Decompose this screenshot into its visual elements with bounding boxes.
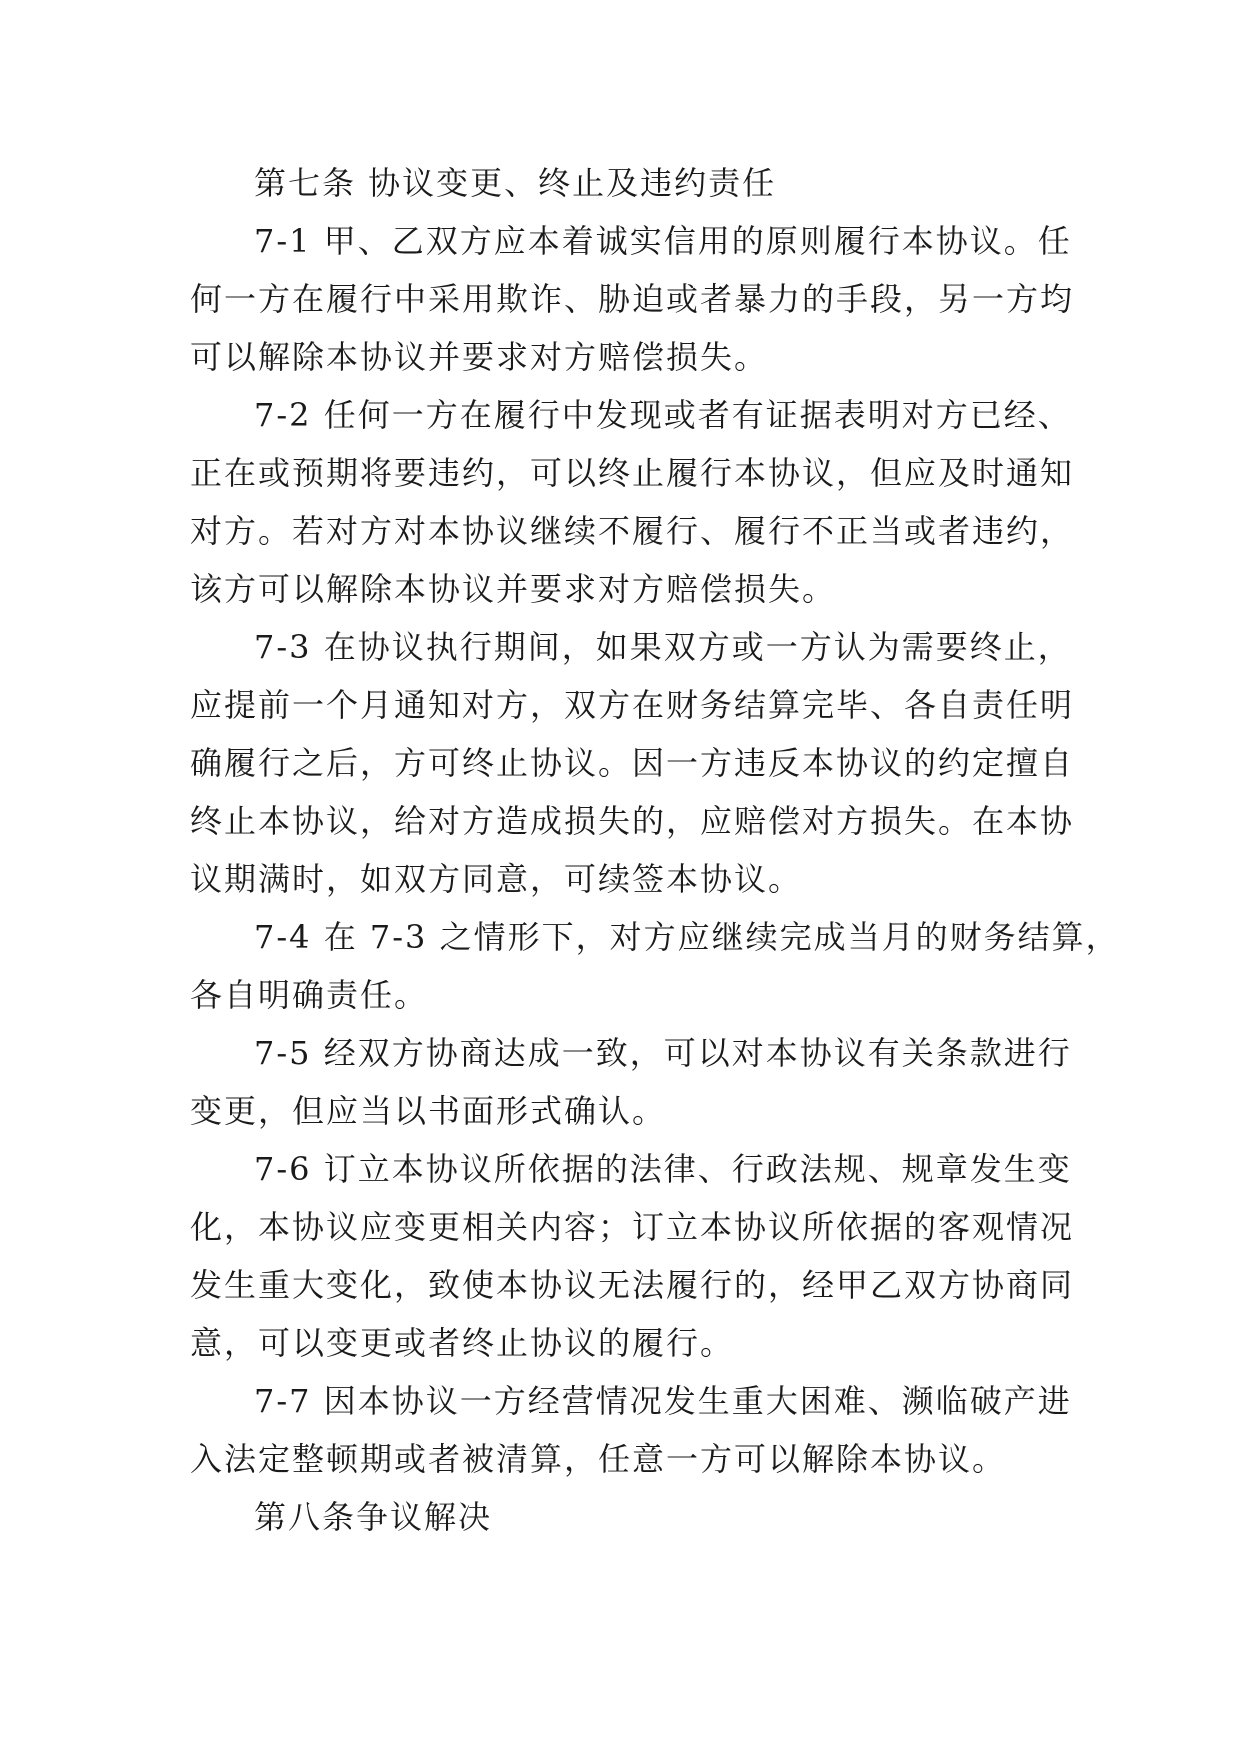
document-body — [190, 154, 1120, 1546]
paragraph-line: 7-5 经双方协商达成一致，可以对本协议有关条款进行 — [254, 1034, 1072, 1072]
paragraph-line: 7-3 在协议执行期间，如果双方或一方认为需要终止， — [254, 628, 1072, 666]
paragraph-line: 何一方在履行中采用欺诈、胁迫或者暴力的手段，另一方均 — [190, 280, 1075, 318]
paragraph-line: 终止本协议，给对方造成损失的，应赔偿对方损失。在本协 — [190, 802, 1075, 840]
clause-7-5 — [190, 1024, 1070, 1140]
paragraph-line: 可以解除本协议并要求对方赔偿损失。 — [190, 338, 769, 376]
paragraph-line: 7-4 在 7-3 之情形下，对方应继续完成当月的财务结算， — [254, 918, 1120, 956]
clause-7-1 — [190, 212, 1075, 386]
paragraph-line: 入法定整顿期或者被清算，任意一方可以解除本协议。 — [190, 1440, 1007, 1478]
heading-text: 第七条 协议变更、终止及违约责任 — [254, 164, 777, 202]
article-8-heading — [190, 1488, 1070, 1546]
article-7-heading — [190, 154, 1070, 212]
clause-7-6 — [190, 1140, 1075, 1372]
paragraph-line: 7-1 甲、乙双方应本着诚实信用的原则履行本协议。任 — [254, 222, 1072, 260]
paragraph-line: 应提前一个月通知对方，双方在财务结算完毕、各自责任明 — [190, 686, 1075, 724]
paragraph-line: 各自明确责任。 — [190, 976, 429, 1014]
paragraph-line: 意，可以变更或者终止协议的履行。 — [190, 1324, 735, 1362]
paragraph-line: 确履行之后，方可终止协议。因一方违反本协议的约定擅自 — [190, 744, 1075, 782]
paragraph-line: 化，本协议应变更相关内容；订立本协议所依据的客观情况 — [190, 1208, 1075, 1246]
paragraph-line: 议期满时，如双方同意，可续签本协议。 — [190, 860, 803, 898]
paragraph-line: 正在或预期将要违约，可以终止履行本协议，但应及时通知 — [190, 454, 1075, 492]
paragraph-line: 变更，但应当以书面形式确认。 — [190, 1092, 667, 1130]
heading-text: 第八条争议解决 — [254, 1498, 493, 1536]
paragraph-line: 7-7 因本协议一方经营情况发生重大困难、濒临破产进 — [254, 1382, 1072, 1420]
clause-7-7 — [190, 1372, 1070, 1488]
paragraph-line: 对方。若对方对本协议继续不履行、履行不正当或者违约， — [190, 512, 1075, 550]
clause-7-2 — [190, 386, 1075, 618]
paragraph-line: 7-6 订立本协议所依据的法律、行政法规、规章发生变 — [254, 1150, 1072, 1188]
paragraph-line: 7-2 任何一方在履行中发现或者有证据表明对方已经、 — [254, 396, 1072, 434]
paragraph-line: 发生重大变化，致使本协议无法履行的，经甲乙双方协商同 — [190, 1266, 1075, 1304]
clause-7-4 — [190, 908, 1120, 1024]
paragraph-line: 该方可以解除本协议并要求对方赔偿损失。 — [190, 570, 837, 608]
clause-7-3 — [190, 618, 1075, 908]
